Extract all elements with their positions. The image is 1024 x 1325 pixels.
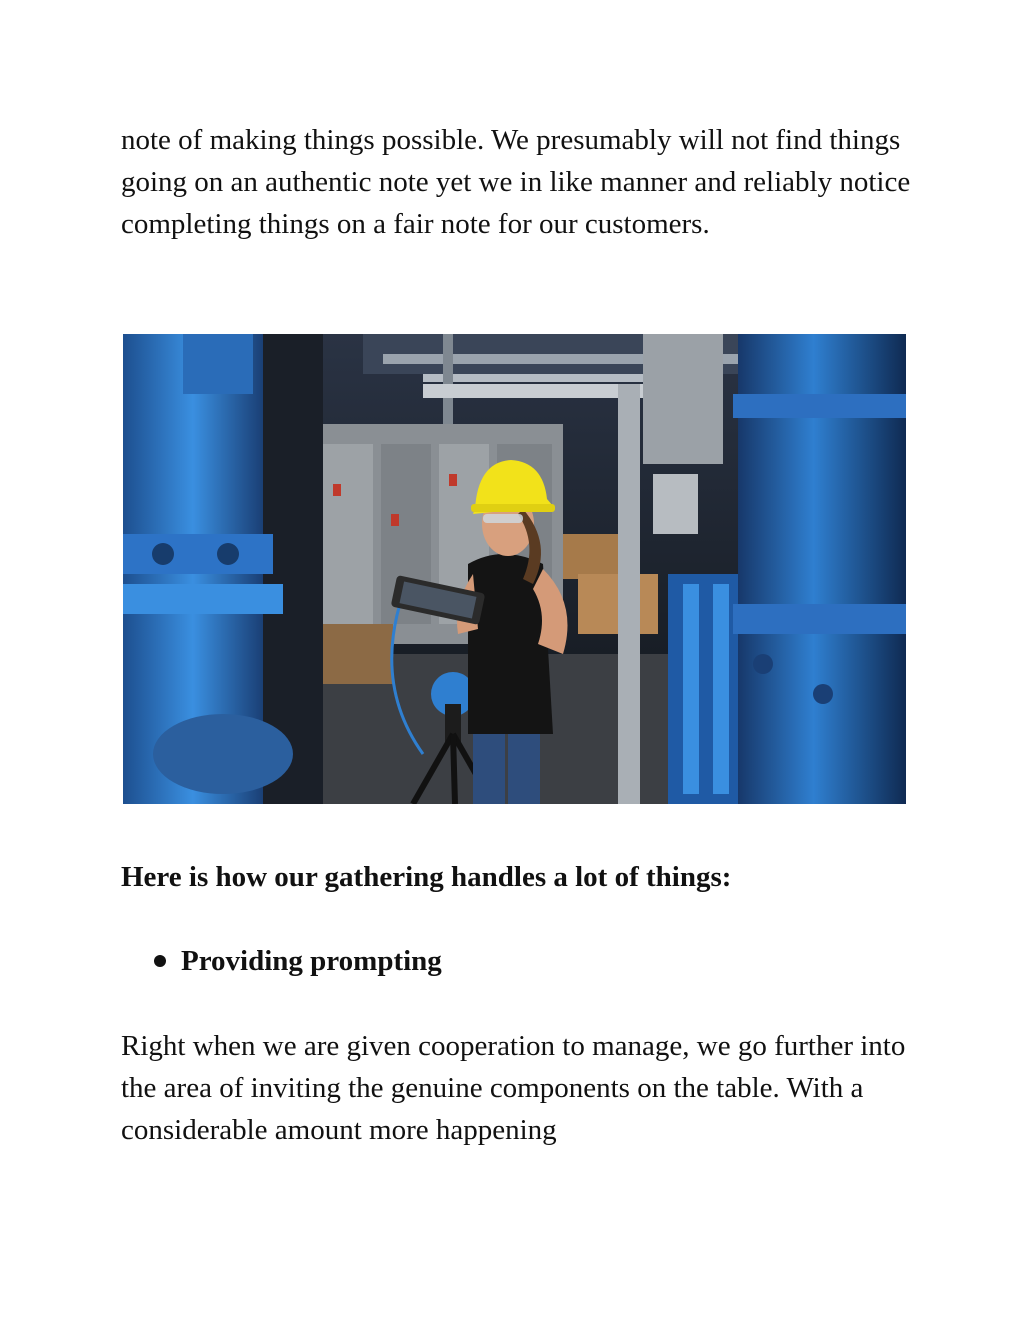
body-paragraph: Right when we are given cooperation to manage, we go further into the area of inviting the genuine components on the table. With a considerable amount more happening (121, 1030, 906, 1146)
bullet-label: Providing prompting (181, 945, 442, 977)
industrial-scene-illustration (123, 334, 906, 804)
list-item (121, 940, 442, 982)
section-heading: Here is how our gathering handles a lot of things: (121, 861, 732, 893)
bullet-icon (154, 955, 166, 967)
intro-paragraph: note of making things possible. We presumably will not find things going on an authentic note yet we in like manner and reliably notice completing things on a fair note for our customers. (121, 124, 911, 240)
bullet-list (121, 940, 442, 982)
photo-engineer-with-tablet (123, 334, 906, 804)
